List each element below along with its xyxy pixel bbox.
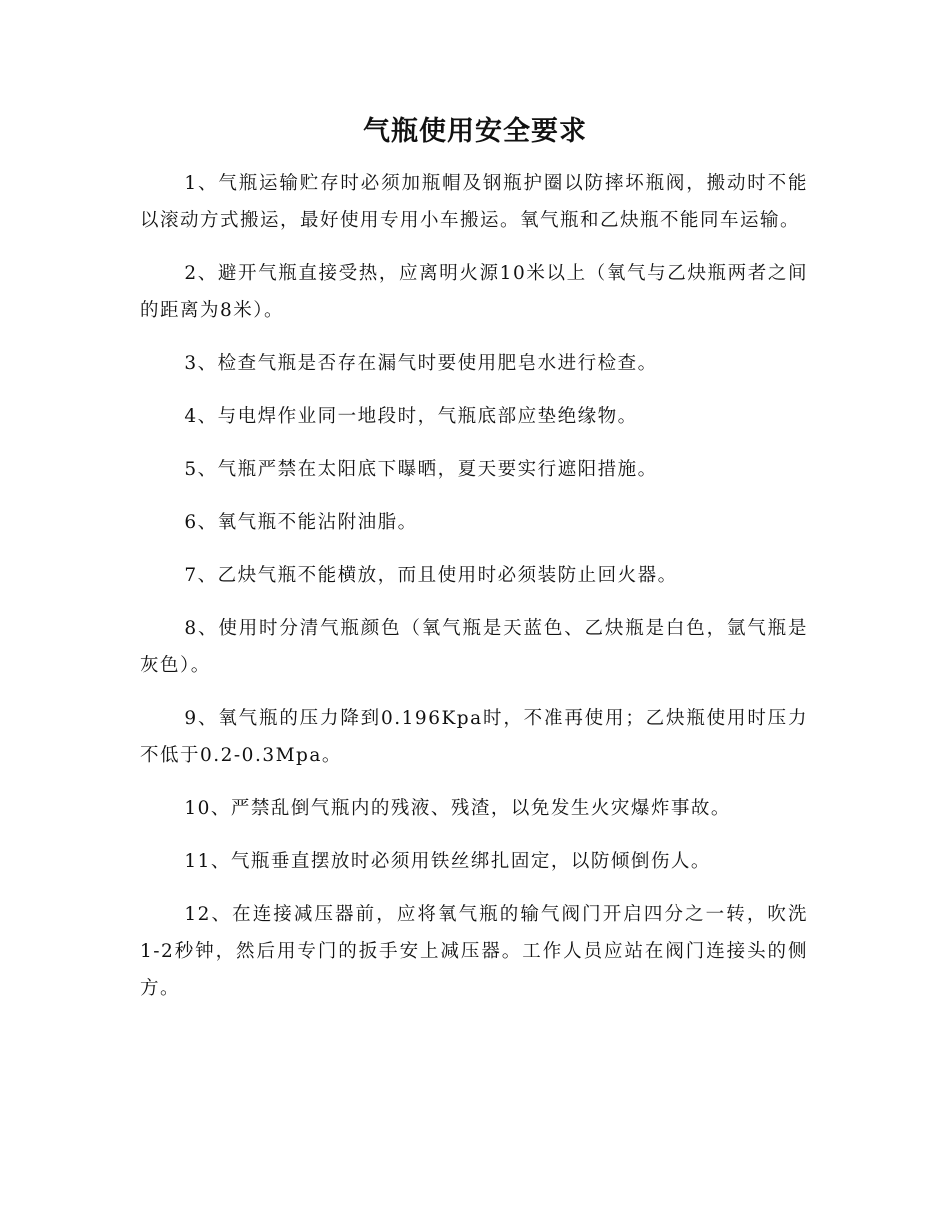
paragraph-3: 3、检查气瓶是否存在漏气时要使用肥皂水进行检查。 <box>184 353 658 374</box>
document-title: 气瓶使用安全要求 <box>363 116 587 147</box>
paragraph-12: 12、在连接减压器前，应将氧气瓶的输气阀门开启四分之一转，吹洗1-2秒钟，然后用专门的扳手安上减压器。工作人员应站在阀门连接头的侧方。 <box>140 904 808 999</box>
document-body <box>140 165 808 1023</box>
paragraph-7: 7、乙炔气瓶不能横放，而且使用时必须装防止回火器。 <box>184 565 678 586</box>
paragraph-1: 1、气瓶运输贮存时必须加瓶帽及钢瓶护圈以防摔坏瓶阀，搬动时不能以滚动方式搬运，最好使用专用小车搬运。氧气瓶和乙炔瓶不能同车运输。 <box>140 173 808 231</box>
paragraph-2: 2、避开气瓶直接受热，应离明火源10米以上（氧气与乙炔瓶两者之间的距离为8米）。 <box>140 263 808 321</box>
paragraph-9: 9、氧气瓶的压力降到0.196Kpa时，不准再使用；乙炔瓶使用时压力不低于0.2-0.3Mpa。 <box>140 708 808 766</box>
paragraph-8: 8、使用时分清气瓶颜色（氧气瓶是天蓝色、乙炔瓶是白色，氩气瓶是灰色）。 <box>140 618 808 676</box>
paragraph-11: 11、气瓶垂直摆放时必须用铁丝绑扎固定，以防倾倒伤人。 <box>184 851 711 872</box>
paragraph-6: 6、氧气瓶不能沾附油脂。 <box>184 512 418 533</box>
paragraph-4: 4、与电焊作业同一地段时，气瓶底部应垫绝缘物。 <box>184 406 638 427</box>
paragraph-10: 10、严禁乱倒气瓶内的残液、残渣，以免发生火灾爆炸事故。 <box>184 798 731 819</box>
paragraph-5: 5、气瓶严禁在太阳底下曝晒，夏天要实行遮阳措施。 <box>184 459 658 480</box>
